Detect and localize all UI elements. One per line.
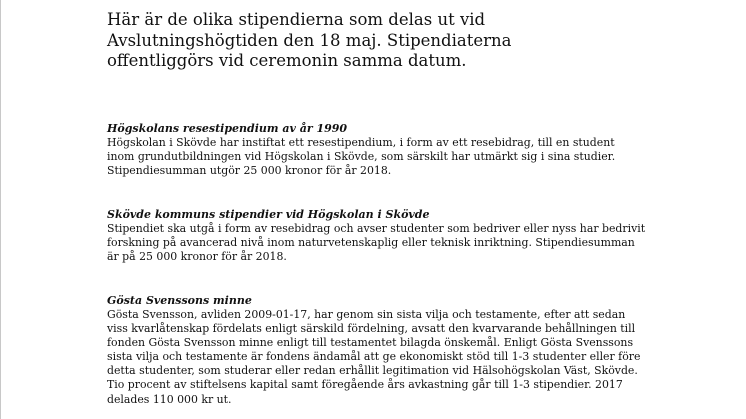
intro-line: Avslutningshögtiden den 18 maj. Stipendiaterna [107,30,512,50]
intro-text [107,10,537,72]
section-resestipendium [107,122,647,178]
body-line: fonden Gösta Svensson minne enligt till testamentet bilagda önskemål. Enligt Gösta Svenssons [107,336,634,350]
body-line: Stipendiet ska utgå i form av resebidrag och avser studenter som bedriver eller nyss har bedrivit [107,222,646,235]
body-line: inom grundutbildningen vid Högskolan i Skövde, som särskilt har utmärkt sig i sina studier. [107,150,616,164]
body-line: Stipendiesumman utgör 25 000 kronor för år 2018. [107,164,392,178]
body-line: är på 25 000 kronor för år 2018. [107,250,287,264]
section-body [107,308,647,407]
section-heading: Gösta Svenssons minne [107,294,252,307]
body-line: forskning på avancerad nivå inom naturvetenskaplig eller teknisk inriktning. Stipendiesumman [107,236,635,250]
section-body [107,222,647,264]
section-body [107,136,647,178]
page-edge [0,0,1,419]
body-line: detta studenter, som studerar eller redan erhållit legitimation vid Hälsohögskolan Väst, Skövde. [107,364,638,378]
body-line: Högskolan i Skövde har instiftat ett resestipendium, i form av ett resebidrag, till en student [107,136,615,149]
body-line: Tio procent av stiftelsens kapital samt föregående års avkastning går till 1-3 stipendier. 2017 [107,378,623,392]
intro-line: Här är de olika stipendierna som delas ut vid [107,10,486,29]
intro-line: offentliggörs vid ceremonin samma datum. [107,51,467,70]
section-gosta-svensson [107,294,647,407]
body-line: delades 110 000 kr ut. [107,392,232,406]
body-line: viss kvarlåtenskap fördelats enligt särskild fördelning, avsatt den kvarvarande behållningen till [107,322,636,336]
body-line: sista vilja och testamente är fondens ändamål att ge ekonomiskt stöd till 1-3 studenter eller före [107,350,641,364]
section-skovde-kommun [107,208,647,264]
section-heading: Skövde kommuns stipendier vid Högskolan i Skövde [107,208,430,221]
section-heading: Högskolans resestipendium av år 1990 [107,122,348,135]
body-line: Gösta Svensson, avliden 2009-01-17, har genom sin sista vilja och testamente, efter att sedan [107,308,626,321]
